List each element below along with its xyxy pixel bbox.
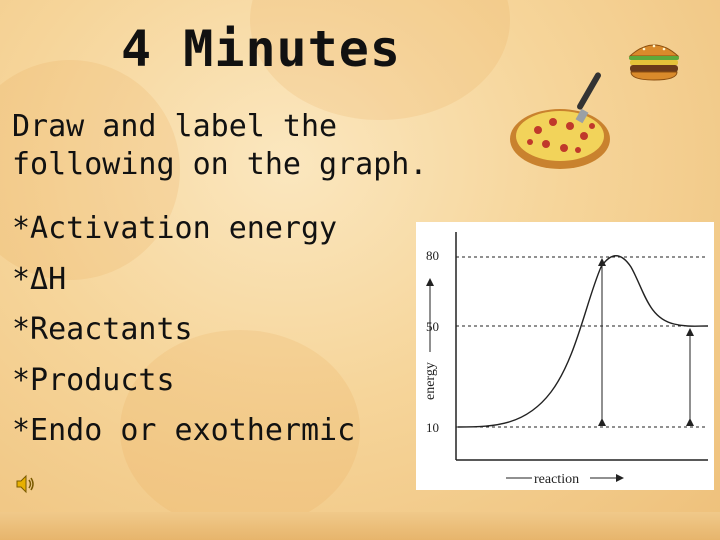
bottom-band [0, 512, 720, 540]
burger-icon [626, 40, 682, 86]
slide-title: 4 Minutes [121, 20, 401, 78]
x-axis-label: reaction [534, 472, 580, 487]
tick-label-10: 10 [426, 420, 439, 435]
list-item: *Endo or exothermic [12, 413, 356, 448]
speaker-icon[interactable] [14, 472, 38, 500]
tick-label-50: 50 [426, 319, 439, 334]
list-item: *Activation energy [12, 211, 338, 246]
energy-curve [458, 256, 708, 427]
instruction-text: Draw and label the following on the graph. [12, 109, 428, 182]
energy-graph-panel [416, 222, 714, 490]
list-item: *ΔH [12, 261, 67, 297]
tick-label-80: 80 [426, 248, 439, 263]
energy-graph [416, 222, 714, 490]
list-item: *Products [12, 362, 175, 398]
item-list [12, 204, 355, 457]
pizza-icon [508, 64, 628, 178]
y-axis-label: energy [423, 362, 438, 400]
list-item: *Reactants [12, 312, 193, 347]
